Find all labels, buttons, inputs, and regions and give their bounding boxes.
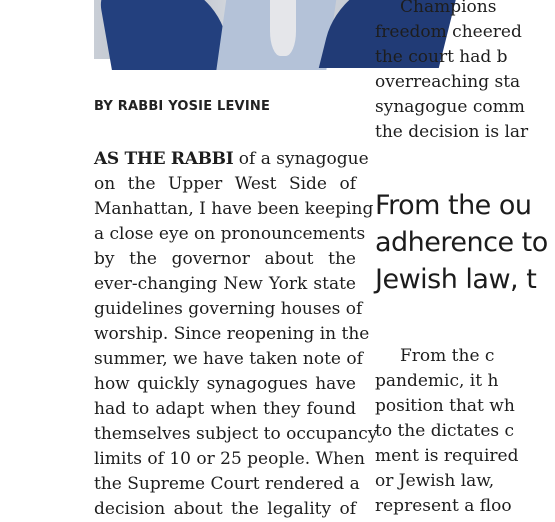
suit-left-shape: [96, 0, 232, 70]
body-line: the Supreme Court rendered a: [94, 474, 360, 494]
body-line: Champions: [400, 0, 497, 17]
pull-quote: [375, 187, 548, 298]
body-line: had to adapt when they found: [94, 399, 356, 419]
body-line: to the dictates c: [375, 421, 515, 441]
byline: BY RABBI YOSIE LEVINE: [94, 99, 271, 114]
body-line: the decision is lar: [375, 122, 529, 142]
body-line: themselves subject to occupancy: [94, 424, 378, 444]
collar-shape: [270, 0, 296, 56]
body-line: summer, we have taken note of: [94, 349, 363, 369]
right-top-text: [375, 0, 528, 145]
body-line: pandemic, it h: [375, 371, 499, 391]
body-line: by the governor about the: [94, 249, 356, 269]
body-line: guidelines governing houses of: [94, 299, 363, 319]
body-line: ever-changing New York state: [94, 274, 356, 294]
body-line: ment is required: [375, 446, 519, 466]
first-line: [94, 147, 369, 172]
body-line: a close eye on pronouncements: [94, 224, 366, 244]
body-line: worship. Since reopening in the: [94, 324, 370, 344]
body-line: or Jewish law,: [375, 471, 495, 491]
first-line-rest: of a synagogue: [233, 149, 369, 169]
body-line: represent a floo: [375, 496, 512, 516]
pull-quote-line: Jewish law, t: [375, 264, 537, 295]
pull-quote-line: adherence to: [375, 227, 548, 258]
body-line: how quickly synagogues have: [94, 374, 356, 394]
lead-in: AS THE RABBI: [94, 149, 234, 169]
body-line: From the c: [400, 346, 495, 366]
body-line: freedom cheered: [375, 22, 522, 42]
article-left-column: [94, 147, 378, 522]
body-line: the court had b: [375, 47, 508, 67]
body-line: on the Upper West Side of: [94, 174, 356, 194]
pull-quote-line: From the ou: [375, 190, 532, 221]
body-line: Manhattan, I have been keeping: [94, 199, 374, 219]
body-line: overreaching sta: [375, 72, 521, 92]
body-line: synagogue comm: [375, 97, 525, 117]
body-line: position that wh: [375, 396, 515, 416]
right-bottom-text: [375, 344, 518, 519]
body-line: limits of 10 or 25 people. When: [94, 449, 365, 469]
body-line: decision about the legality of: [94, 499, 356, 519]
author-photo: [94, 0, 356, 59]
